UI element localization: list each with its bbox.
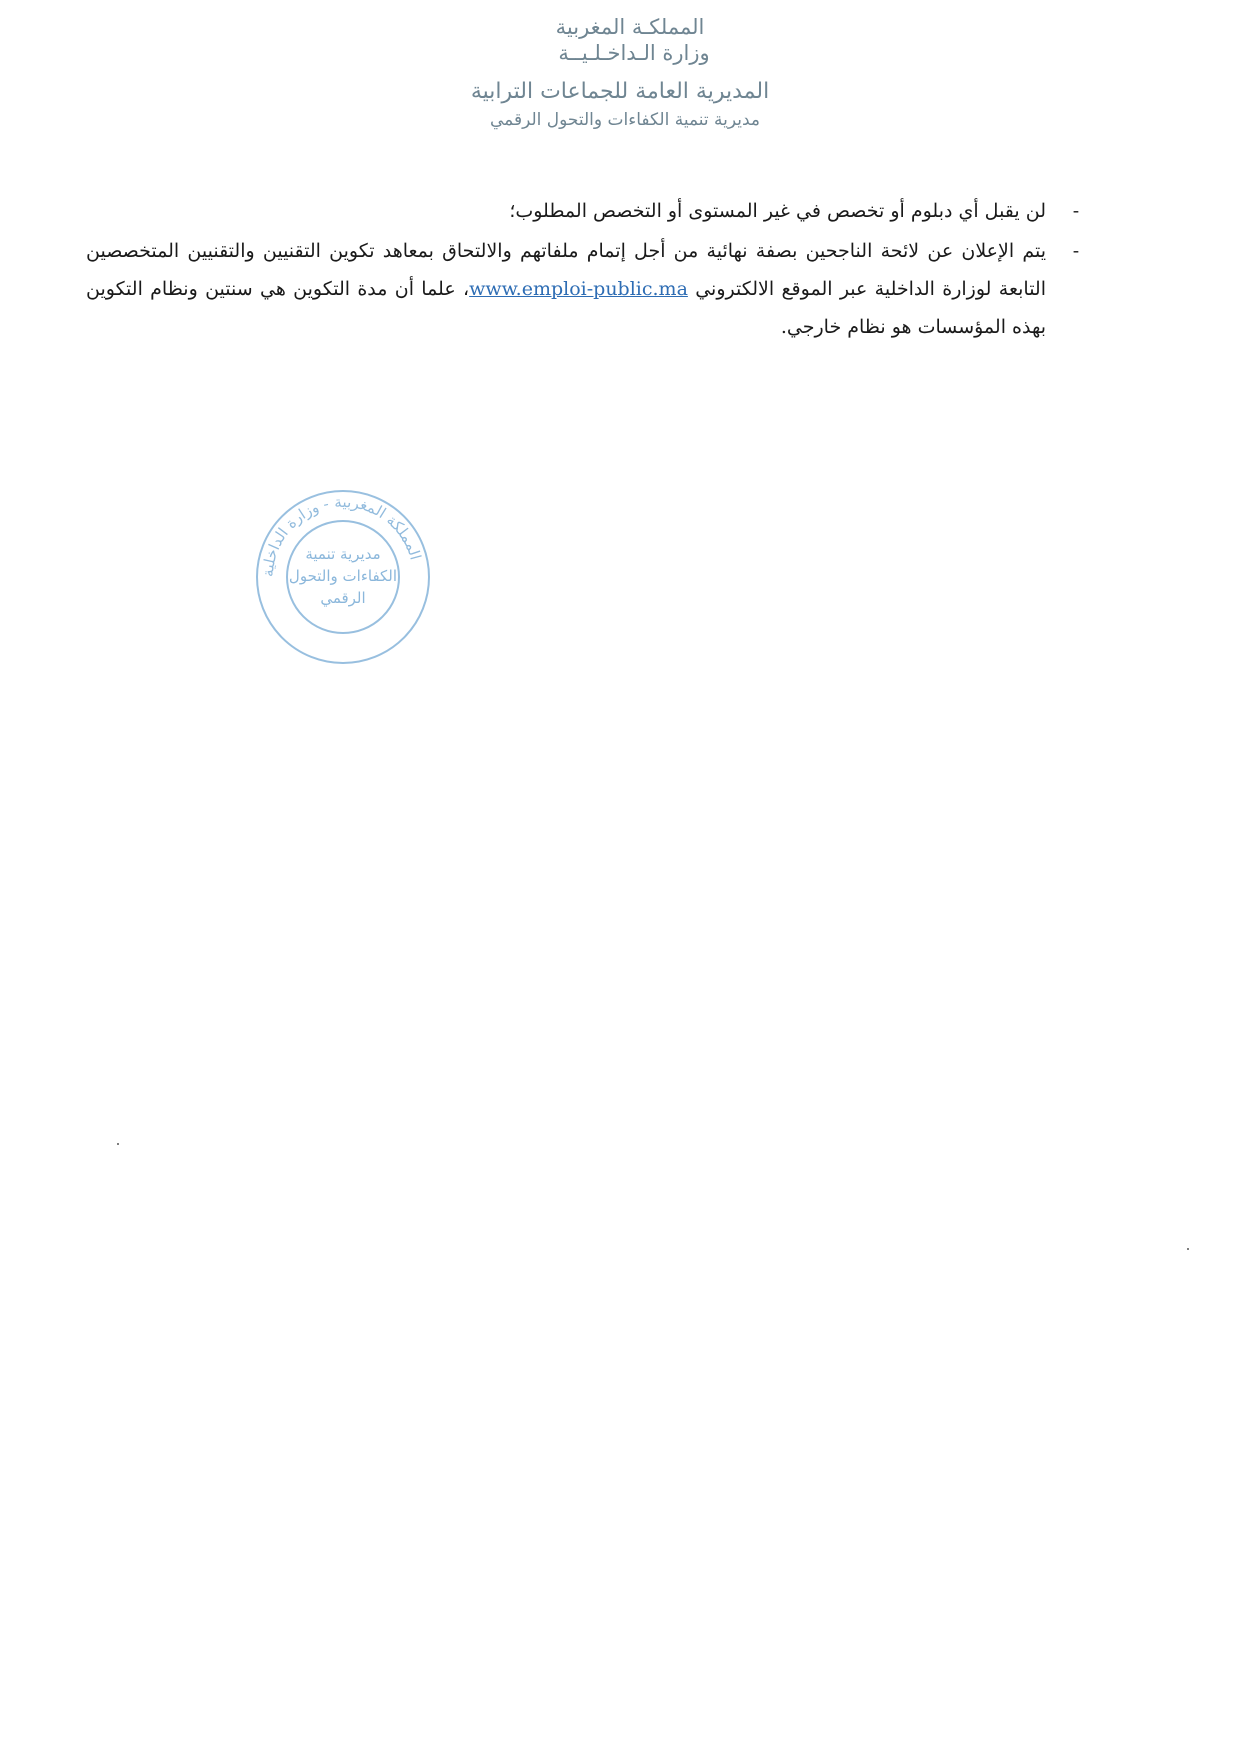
item-text-after: ، علما أن مدة التكوين هي سنتين ونظام التكوين بهذه المؤسسات هو نظام خارجي. (86, 278, 1046, 338)
bullet-dash: - (1072, 200, 1080, 222)
official-stamp (253, 487, 433, 667)
list-item (86, 232, 1086, 346)
letterhead-ministry: وزارة الـداخـلـيــة (558, 41, 710, 65)
bullet-dash: - (1072, 240, 1080, 262)
scan-speck (117, 1143, 119, 1145)
stamp-inner-line3: الرقمي (320, 589, 366, 607)
letterhead-kingdom: المملكـة المغربية (555, 15, 705, 39)
list-item (86, 192, 1086, 230)
scan-speck (1187, 1248, 1189, 1250)
letterhead-directorate: مديرية تنمية الكفاءات والتحول الرقمي (489, 110, 761, 130)
stamp-inner-line2: الكفاءات والتحول (288, 567, 398, 585)
letterhead-directorate-general: المديرية العامة للجماعات الترابية (470, 79, 770, 104)
emploi-public-link[interactable]: www.emploi-public.ma (469, 278, 688, 300)
stamp-outer-text: المملكة المغربية - وزارة الداخلية (258, 492, 425, 578)
letterhead (0, 14, 1240, 132)
item-text-before: يتم الإعلان عن لائحة الناجحين بصفة نهائية من أجل إتمام ملفاتهم والالتحاق بمعاهد تكوين التقنيين والتقنيين المتخصصين التابعة لوزارة الداخلية عبر الموقع الالكتروني (86, 240, 1047, 300)
conditions-list (86, 192, 1086, 348)
item-text: لن يقبل أي دبلوم أو تخصص في غير المستوى أو التخصص المطلوب؛ (509, 200, 1046, 222)
stamp-inner-line1: مديرية تنمية (305, 545, 381, 563)
